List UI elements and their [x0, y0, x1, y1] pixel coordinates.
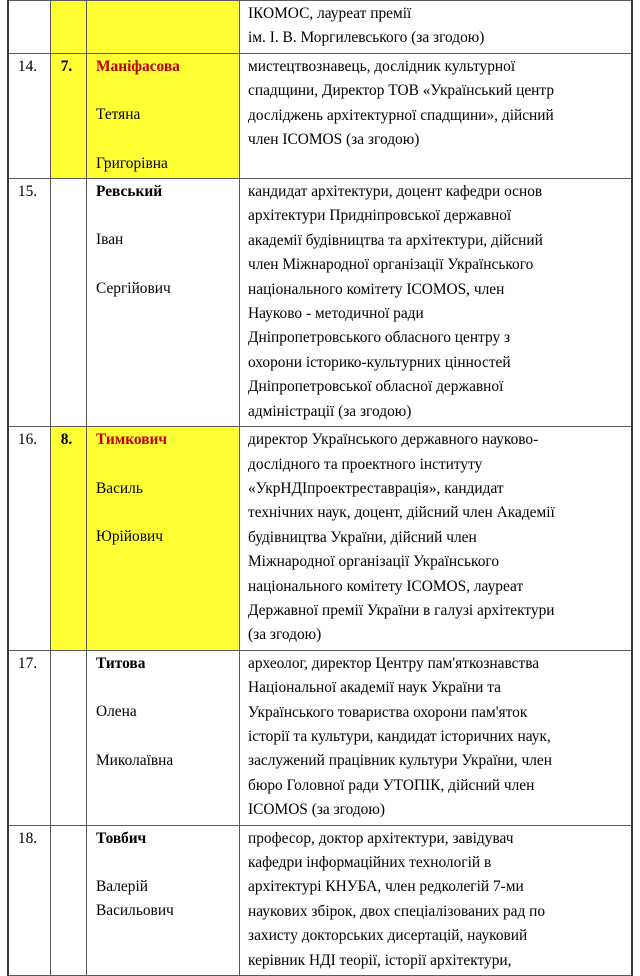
personnel-roster-table — [7, 0, 633, 976]
cell-sub-number — [51, 825, 87, 975]
description-line: національного комітету ICOMOS, член — [248, 280, 505, 298]
table-row — [8, 1, 632, 54]
person-patronymic: Григорівна — [96, 154, 168, 172]
person-surname: Маніфасова — [96, 57, 180, 75]
description-line: (за згодою) — [248, 626, 322, 644]
cell-row-number — [8, 1, 51, 54]
description-line: керівник НДІ теорії, історії архітектури, — [248, 951, 512, 969]
cell-position-description — [240, 1, 633, 54]
description-line: Державної премії України в галузі архітектури — [248, 601, 555, 619]
cell-row-number — [8, 825, 51, 975]
description-line: дослідного та проектного інституту — [248, 455, 483, 473]
person-patronymic: Сергійович — [96, 279, 171, 297]
row-number-label: 17. — [17, 654, 38, 672]
sub-number-label: 8. — [60, 431, 73, 449]
description-line: член Міжнародної організації Українського — [248, 256, 534, 274]
person-given-name: Василь — [96, 479, 143, 497]
row-number-label: 16. — [17, 431, 38, 449]
table-row — [8, 825, 632, 975]
description-line: директор Українського державного науково- — [248, 431, 539, 449]
row-number-label: 18. — [17, 829, 38, 847]
cell-person-name — [87, 179, 240, 427]
description-line: Науково - методичної ради — [248, 305, 424, 323]
description-line: національного комітету ICOMOS, лауреат — [248, 577, 524, 595]
sub-number-label: 7. — [60, 57, 73, 75]
cell-position-description — [240, 650, 633, 825]
cell-sub-number — [51, 179, 87, 427]
description-line: ICOMOS (за згодою) — [248, 801, 386, 819]
description-line: адміністрації (за згодою) — [248, 402, 412, 420]
description-line: архітектури Придніпровської державної — [248, 207, 512, 225]
description-line: архітектурі КНУБА, член редколегій 7-ми — [248, 878, 524, 896]
description-line: ім. І. В. Моргилевського (за згодою) — [248, 29, 485, 47]
description-line: ІКОМОС, лауреат премії — [248, 5, 412, 22]
person-given-name: Іван — [96, 231, 124, 249]
description-line: Міжнародної організації Українського — [248, 553, 500, 571]
person-surname: Титова — [96, 654, 146, 672]
cell-sub-number — [51, 427, 87, 651]
person-patronymic: Юрійович — [96, 527, 163, 545]
description-line: бюро Головної ради УТОПІК, дійсний член — [248, 776, 535, 794]
cell-person-name — [87, 650, 240, 825]
person-given-name: Олена — [96, 703, 137, 721]
cell-person-name — [87, 427, 240, 651]
description-line: досліджень архітектурної спадщини», дійсний — [248, 106, 554, 124]
table-row — [8, 650, 632, 825]
cell-position-description — [240, 53, 633, 178]
description-line: технічних наук, доцент, дійсний член Академії — [248, 504, 555, 522]
person-patronymic: Миколаївна — [96, 751, 174, 769]
cell-person-name — [87, 825, 240, 975]
description-line: кандидат архітектури, доцент кафедри основ — [248, 183, 543, 201]
row-number-label: 15. — [17, 183, 38, 201]
cell-row-number — [8, 427, 51, 651]
description-line: «УкрНДІпроектреставрація», кандидат — [248, 479, 504, 497]
description-line: Українського товариства охорони пам'яток — [248, 703, 528, 721]
cell-sub-number — [51, 53, 87, 178]
description-line: наукових збірок, двох спеціалізованих рад по — [248, 902, 546, 920]
row-number-label: 14. — [17, 57, 38, 75]
cell-row-number — [8, 650, 51, 825]
cell-person-name — [87, 1, 240, 54]
description-line: будівництва України, дійсний член — [248, 528, 477, 546]
cell-sub-number — [51, 1, 87, 54]
description-line: історії та культури, кандидат історичних наук, — [248, 727, 551, 745]
description-line: мистецтвознавець, дослідник культурної — [248, 57, 516, 75]
table-row — [8, 427, 632, 651]
description-line: Дніпропетровського обласного центру з — [248, 329, 511, 347]
person-given-name: Тетяна — [96, 106, 141, 124]
description-line: кафедри інформаційних технологій в — [248, 854, 492, 871]
description-line: спадщини, Директор ТОВ «Український центр — [248, 82, 555, 100]
description-line: археолог, директор Центру пам'яткознавства — [248, 654, 540, 672]
table-body — [8, 1, 632, 976]
cell-position-description — [240, 825, 633, 975]
person-given-name: Валерій — [96, 878, 148, 895]
description-line: професор, доктор архітектури, завідувач — [248, 829, 514, 847]
cell-position-description — [240, 179, 633, 427]
description-line: член ICOMOS (за згодою) — [248, 131, 420, 149]
person-surname: Товбич — [96, 829, 147, 847]
person-surname: Тимкович — [96, 431, 168, 449]
person-surname: Ревський — [96, 183, 163, 201]
description-line: Дніпропетровської обласної державної — [248, 378, 504, 396]
cell-row-number — [8, 179, 51, 427]
cell-position-description — [240, 427, 633, 651]
description-line: академії будівництва та архітектури, дійсний — [248, 231, 543, 249]
cell-person-name — [87, 53, 240, 178]
table-row — [8, 179, 632, 427]
cell-row-number — [8, 53, 51, 178]
person-patronymic: Васильович — [96, 902, 174, 920]
description-line: заслужений працівник культури України, член — [248, 752, 552, 770]
description-line: Національної академії наук України та — [248, 679, 502, 697]
description-line: охорони історико-культурних цінностей — [248, 353, 511, 371]
table-row — [8, 53, 632, 178]
description-line: захисту докторських дисертацій, науковий — [248, 927, 528, 945]
cell-sub-number — [51, 650, 87, 825]
